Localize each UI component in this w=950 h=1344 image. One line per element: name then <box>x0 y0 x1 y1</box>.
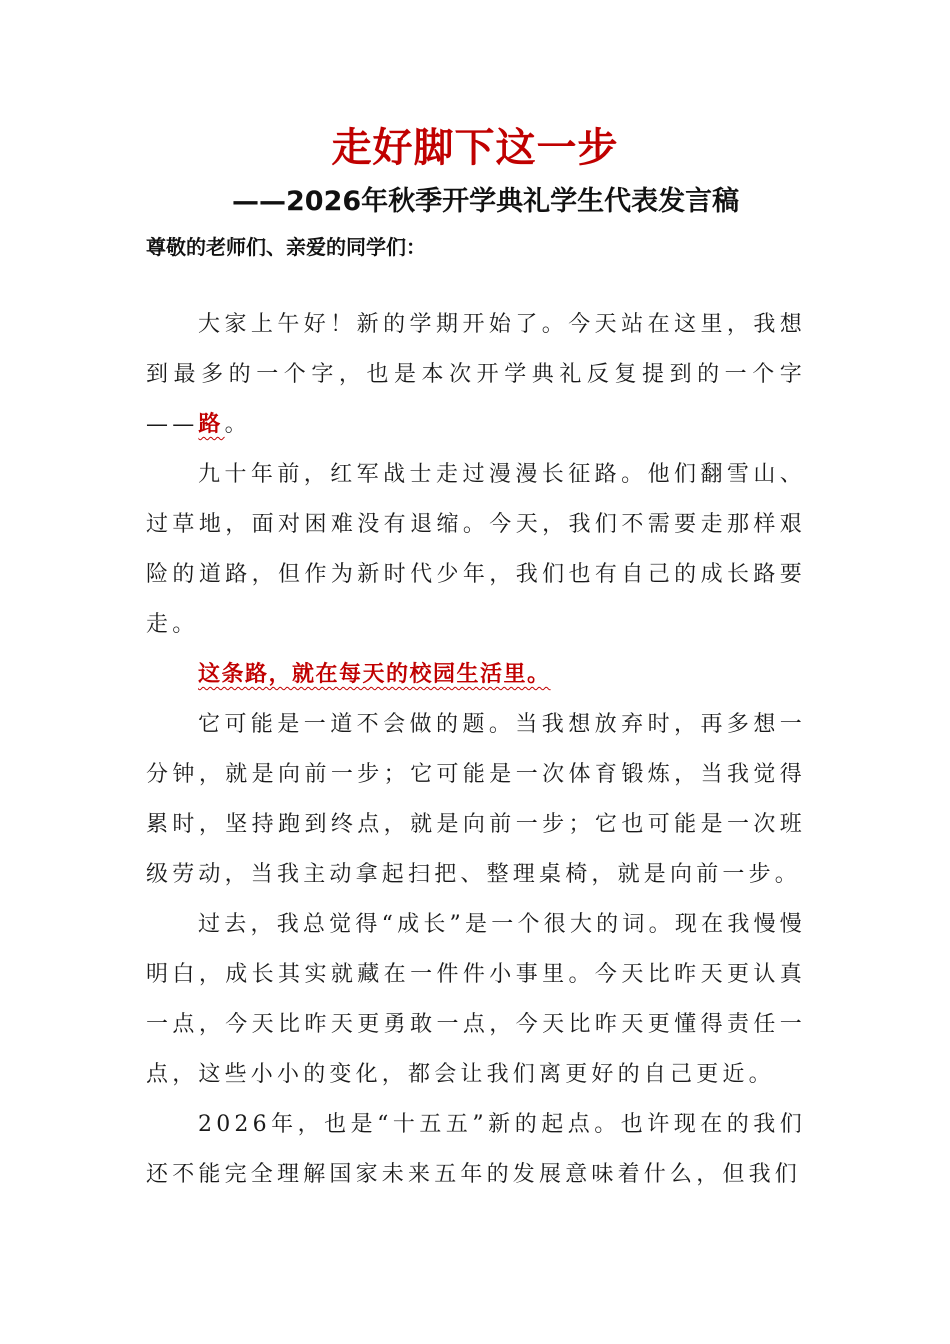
document-title: 走好脚下这一步 <box>331 124 619 171</box>
paragraph-4: 它可能是一道不会做的题。当我想放弃时，再多想一分钟，就是向前一步；它可能是一次体育锻炼，当我觉得累时，坚持跑到终点，就是向前一步；它也可能是一次班级劳动，当我主动拿起扫把、整理桌椅，就是向前一步。 <box>146 712 806 887</box>
document-subtitle: ——2026年秋季开学典礼学生代表发言稿 <box>232 186 740 217</box>
paragraph-2: 九十年前，红军战士走过漫漫长征路。他们翻雪山、过草地，面对困难没有退缩。今天，我们不需要走那样艰险的道路，但作为新时代少年，我们也有自己的成长路要走。 <box>146 462 806 637</box>
paragraph-6: 2026年，也是“十五五”新的起点。也许现在的我们还不能完全理解国家未来五年的发展意味着什么，但我们 <box>146 1112 806 1187</box>
paragraph-1 <box>146 300 806 450</box>
speech-body <box>146 300 806 1200</box>
keyword-road: 路 <box>198 412 225 437</box>
salutation: 尊敬的老师们、亲爱的同学们： <box>146 235 426 259</box>
highlight-sentence: 这条路，就在每天的校园生活里。 <box>198 662 551 687</box>
paragraph-5: 过去，我总觉得“成长”是一个很大的词。现在我慢慢明白，成长其实就藏在一件件小事里。今天比昨天更认真一点，今天比昨天更勇敢一点，今天比昨天更懂得责任一点，这些小小的变化，都会让我们离更好的自己更近。 <box>146 912 806 1087</box>
paragraph-3-highlight <box>146 650 806 700</box>
paragraph-1-text: 大家上午好！新的学期开始了。今天站在这里，我想到最多的一个字，也是本次开学典礼反复提到的一个字—— <box>146 312 806 437</box>
paragraph-1-end: 。 <box>224 412 251 437</box>
